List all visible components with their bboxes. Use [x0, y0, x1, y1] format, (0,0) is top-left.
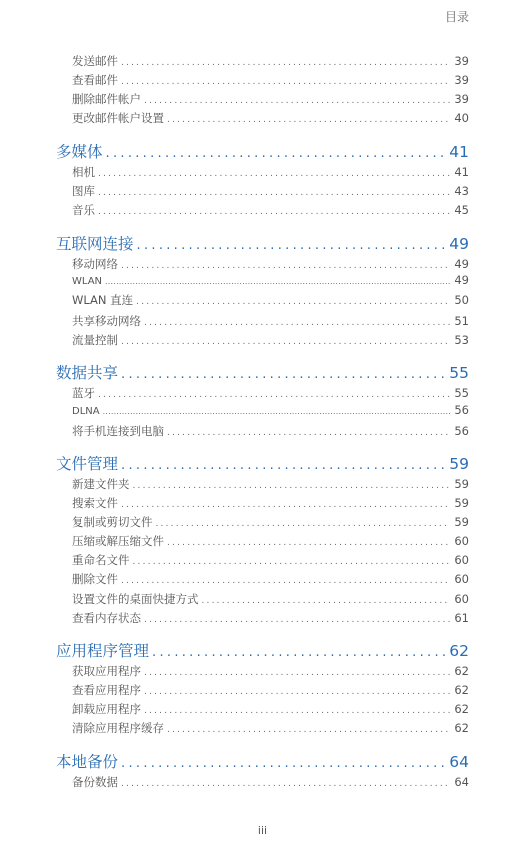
toc-page-number: 62 [449, 642, 469, 660]
leader-dots [144, 615, 450, 625]
toc-entry[interactable] [72, 774, 469, 790]
leader-dots [144, 318, 450, 328]
toc-entry-title: 将手机连接到电脑 [72, 424, 164, 438]
toc-entry-title: 复制或剪切文件 [72, 515, 153, 529]
toc-section-title: 互联网连接 [56, 235, 134, 253]
toc-page-number: 59 [449, 455, 469, 473]
toc-entry[interactable] [72, 164, 469, 180]
toc-page-number: 60 [454, 534, 469, 548]
toc-entry-title: 蓝牙 [72, 386, 95, 400]
toc-entry-title: 相机 [72, 165, 95, 179]
toc-entry-title: 重命名文件 [72, 553, 130, 567]
toc-entry[interactable] [72, 423, 469, 439]
toc-page-number: 49 [449, 235, 469, 253]
toc-entry[interactable] [72, 514, 469, 530]
toc-entry[interactable] [72, 403, 469, 419]
toc-entry[interactable] [72, 682, 469, 698]
toc-entry-title: 备份数据 [72, 775, 118, 789]
toc-entry[interactable] [72, 495, 469, 511]
toc-entry[interactable] [72, 72, 469, 88]
toc-page-number: 41 [449, 143, 469, 161]
toc-entry-title: 查看邮件 [72, 73, 118, 87]
toc-entry[interactable] [72, 91, 469, 107]
toc-section-title: 本地备份 [56, 753, 119, 771]
leader-dots [121, 756, 445, 771]
toc-entry-title: WLAN 直连 [72, 293, 134, 307]
toc-entry[interactable] [72, 701, 469, 717]
toc-entry[interactable] [72, 571, 469, 587]
leader-dots [98, 390, 450, 400]
toc-section-title: 数据共享 [56, 364, 119, 382]
leader-dots [167, 115, 450, 125]
toc-entry[interactable] [72, 720, 469, 736]
toc-entry[interactable] [72, 313, 469, 329]
leader-dots [121, 77, 450, 87]
toc-entry[interactable] [72, 273, 469, 289]
toc-entry-title: WLAN [72, 276, 103, 287]
toc-entry-title: 删除邮件帐户 [72, 92, 141, 106]
toc-entry-title: 共享移动网络 [72, 314, 141, 328]
toc-entry-title: DLNA [72, 406, 100, 417]
leader-dots [98, 169, 450, 179]
toc-page-number: 50 [454, 293, 469, 307]
toc-section[interactable] [56, 361, 469, 383]
leader-dots [121, 458, 445, 473]
toc-entry[interactable] [72, 476, 469, 492]
leader-dots [105, 277, 450, 286]
toc-section-title: 多媒体 [56, 143, 103, 161]
toc-page-number: 43 [454, 184, 469, 198]
toc-page-number: 49 [454, 273, 469, 287]
toc-entry[interactable] [72, 552, 469, 568]
toc-page-number: 59 [454, 496, 469, 510]
toc-page-number: 39 [454, 54, 469, 68]
toc-entry-title: 图库 [72, 184, 95, 198]
toc-entry-title: 发送邮件 [72, 54, 118, 68]
leader-dots [121, 261, 450, 271]
leader-dots [202, 596, 451, 606]
toc-entry-title: 删除文件 [72, 572, 118, 586]
leader-dots [136, 297, 450, 307]
toc-entry-title: 流量控制 [72, 333, 118, 347]
toc-entry[interactable] [72, 663, 469, 679]
toc-entry-title: 获取应用程序 [72, 664, 141, 678]
toc-entry-title: 查看应用程序 [72, 683, 141, 697]
toc-entry-title: 新建文件夹 [72, 477, 130, 491]
page-number: iii [257, 824, 268, 837]
leader-dots [103, 407, 451, 416]
toc-section[interactable] [56, 452, 469, 474]
toc-page-number: 40 [454, 111, 469, 125]
toc-entry[interactable] [72, 591, 469, 607]
toc-page-number: 64 [449, 753, 469, 771]
toc-page-number: 62 [454, 721, 469, 735]
toc-section-title: 文件管理 [56, 455, 119, 473]
leader-dots [144, 668, 450, 678]
toc-page-number: 56 [454, 424, 469, 438]
toc-section[interactable] [56, 750, 469, 772]
toc-entry[interactable] [72, 202, 469, 218]
toc-page-number: 55 [449, 364, 469, 382]
leader-dots [98, 188, 450, 198]
toc-section[interactable] [56, 140, 469, 162]
leader-dots [137, 238, 446, 253]
toc-page-number: 64 [454, 775, 469, 789]
leader-dots [121, 779, 450, 789]
toc-entry[interactable] [72, 110, 469, 126]
toc-entry[interactable] [72, 256, 469, 272]
toc-page-number: 62 [454, 683, 469, 697]
leader-dots [144, 706, 450, 716]
toc-page-number: 62 [454, 702, 469, 716]
toc-section-title: 应用程序管理 [56, 642, 150, 660]
toc-entry[interactable] [72, 332, 469, 348]
toc-page-number: 60 [454, 592, 469, 606]
toc-entry-title: 压缩或解压缩文件 [72, 534, 164, 548]
toc-page-number: 39 [454, 73, 469, 87]
toc-page-number: 53 [454, 333, 469, 347]
leader-dots [121, 58, 450, 68]
leader-dots [144, 96, 450, 106]
toc-entry-title: 查看内存状态 [72, 611, 141, 625]
toc-entry[interactable] [72, 292, 469, 308]
leader-dots [121, 576, 450, 586]
leader-dots [167, 428, 450, 438]
leader-dots [133, 481, 451, 491]
toc-page-number: 39 [454, 92, 469, 106]
leader-dots [121, 337, 450, 347]
leader-dots [167, 538, 450, 548]
leader-dots [121, 367, 445, 382]
leader-dots [121, 500, 450, 510]
toc-section[interactable] [56, 639, 469, 661]
toc-page-number: 56 [454, 403, 469, 417]
leader-dots [167, 725, 450, 735]
toc-page-number: 60 [454, 553, 469, 567]
toc-page-number: 60 [454, 572, 469, 586]
toc-entry[interactable] [72, 610, 469, 626]
toc-section[interactable] [56, 232, 469, 254]
toc-entry-title: 更改邮件帐户设置 [72, 111, 164, 125]
toc-page-number: 51 [454, 314, 469, 328]
toc-page-number: 45 [454, 203, 469, 217]
toc-entry-title: 卸载应用程序 [72, 702, 141, 716]
toc-entry[interactable] [72, 53, 469, 69]
toc-entry[interactable] [72, 385, 469, 401]
leader-dots [144, 687, 450, 697]
toc-page-number: 59 [454, 477, 469, 491]
toc-page-number: 55 [454, 386, 469, 400]
toc-page-number: 41 [454, 165, 469, 179]
toc-entry-title: 移动网络 [72, 257, 118, 271]
toc-entry-title: 设置文件的桌面快捷方式 [72, 592, 199, 606]
leader-dots [106, 146, 446, 161]
toc-page-number: 61 [454, 611, 469, 625]
toc-entry[interactable] [72, 533, 469, 549]
leader-dots [152, 645, 445, 660]
toc-entry-title: 音乐 [72, 203, 95, 217]
toc-page-number: 62 [454, 664, 469, 678]
toc-page-number: 59 [454, 515, 469, 529]
toc-page-number: 49 [454, 257, 469, 271]
leader-dots [98, 207, 450, 217]
running-header: 目录 [444, 10, 469, 24]
leader-dots [133, 557, 451, 567]
toc-entry-title: 搜索文件 [72, 496, 118, 510]
leader-dots [156, 519, 451, 529]
toc-entry[interactable] [72, 183, 469, 199]
toc-entry-title: 清除应用程序缓存 [72, 721, 164, 735]
